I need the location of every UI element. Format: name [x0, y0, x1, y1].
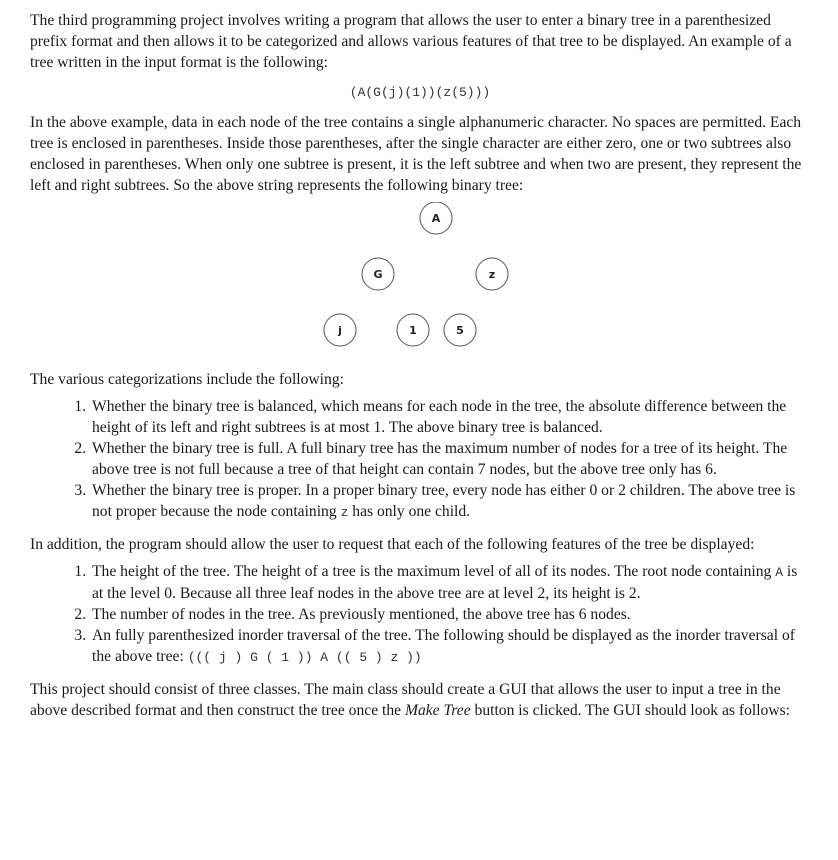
height-text-after: is at the level 0. Because all three leaf nodes in the above tree are at level 2, its height is 2. [92, 563, 798, 602]
binary-tree-diagram [30, 202, 810, 362]
categorizations-list [30, 396, 810, 523]
make-tree-emphasis: Make Tree [404, 702, 471, 719]
tree-node-label: 1 [409, 324, 417, 337]
proper-text-before: Whether the binary tree is proper. In a proper binary tree, every node has either 0 or 2 children. The above tree is not proper because the node containing [92, 482, 796, 520]
tree-node-label: A [431, 212, 441, 225]
tree-node-label: z [488, 268, 496, 281]
height-code-a: A [775, 565, 784, 580]
example-input-code: (A(G(j)(1))(z(5))) [349, 85, 491, 100]
categorization-proper [90, 480, 810, 523]
intro-paragraph: The third programming project involves writing a program that allows the user to enter a binary tree in a parenthesized prefix format and then allows it to be categorized and allows various features of that tree to be displayed. An example of a tree written in the input format is the following: [30, 12, 792, 71]
categorization-full: 2. Whether the binary tree is full. A full binary tree has the maximum number of nodes for a tree of its height. The above tree is not full because a tree of that height can contain 7 nodes, but the above tree only has 6. [90, 438, 810, 480]
inorder-text-before: An fully parenthesized inorder traversal of the tree. The following should be displayed as the inorder traversal of the above tree: [92, 627, 795, 665]
closing-text-after: button is clicked. The GUI should look as follows: [470, 702, 790, 719]
height-text-before: The height of the tree. The height of a tree is the maximum level of all of its nodes. The root node containing [92, 563, 776, 580]
tree-node-label: j [338, 324, 342, 337]
features-heading: In addition, the program should allow the user to request that each of the following features of the tree be displayed: [30, 536, 755, 553]
proper-text-after: has only one child. [348, 503, 471, 520]
tree-node-label: 5 [456, 324, 464, 337]
closing-text-before: This project should consist of three classes. The main class should create a GUI that allows the user to input a tree in the above described format and then construct the tree once the [30, 681, 781, 719]
proper-code-z: z [340, 505, 349, 520]
document-page [30, 10, 810, 721]
categorization-balanced: 1. Whether the binary tree is balanced, which means for each node in the tree, the absolute difference between the height of its left and right subtrees is at most 1. The above binary tree is balanced. [90, 396, 810, 438]
feature-height [90, 561, 810, 604]
binary-tree-svg [30, 202, 810, 362]
feature-node-count: 2. The number of nodes in the tree. As previously mentioned, the above tree has 6 nodes. [90, 604, 810, 625]
closing-paragraph [30, 679, 810, 721]
description-paragraph: In the above example, data in each node of the tree contains a single alphanumeric character. No spaces are permitted. Each tree is enclosed in parentheses. Inside those parentheses, after the single character are either zero, one or two subtrees also enclosed in parentheses. When only one subtree is present, it is the left subtree and when two are present, they represent the left and right subtrees. So the above string represents the following binary tree: [30, 114, 802, 194]
tree-node-label: G [373, 268, 383, 281]
feature-inorder [90, 625, 810, 668]
inorder-code: ((( j ) G ( 1 )) A (( 5 ) z )) [187, 650, 422, 665]
features-list [30, 561, 810, 668]
categorizations-heading: The various categorizations include the following: [30, 371, 344, 388]
